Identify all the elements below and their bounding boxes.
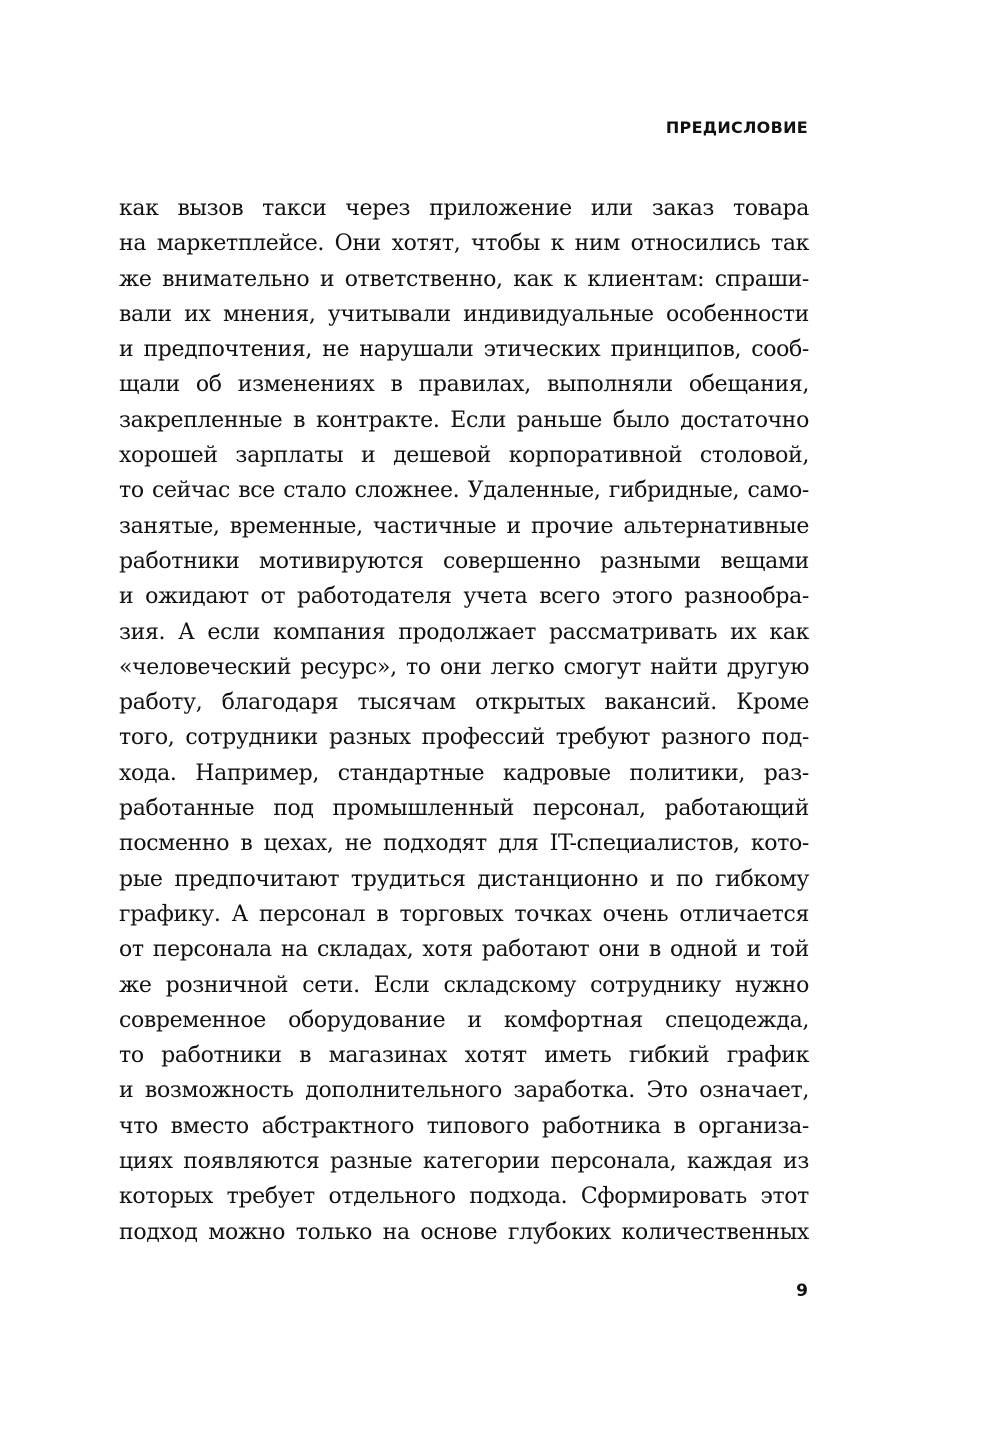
text-line: посменно в цехах, не подходят для IT-специалистов, кото- [119,831,809,857]
running-header-section-title: ПРЕДИСЛОВИЕ [665,118,808,137]
text-line: от персонала на складах, хотя работают они в одной и той [119,937,809,963]
text-line: рые предпочитают трудиться дистанционно и по гибкому [119,866,809,892]
text-line: которых требует отдельного подхода. Сформировать этот [119,1184,809,1210]
text-line: же розничной сети. Если складскому сотруднику нужно [119,972,809,998]
text-line: того, сотрудники разных профессий требуют разного под- [119,725,809,751]
text-line: зия. А если компания продолжает рассматривать их как [119,619,809,645]
text-line: и предпочтения, не нарушали этических принципов, сооб- [119,337,809,363]
text-line: хорошей зарплаты и дешевой корпоративной столовой, [119,443,809,469]
text-line: занятые, временные, частичные и прочие альтернативные [119,513,809,539]
text-line: графику. А персонал в торговых точках очень отличается [119,901,809,927]
text-line: работу, благодаря тысячам открытых вакансий. Кроме [119,690,809,716]
text-line: современное оборудование и комфортная спецодежда, [119,1007,809,1033]
text-line: «человеческий ресурс», то они легко смогут найти другую [119,654,809,680]
text-line: как вызов такси через приложение или заказ товара [119,196,809,221]
text-line: же внимательно и ответственно, как к клиентам: спраши- [119,266,809,292]
page-number: 9 [796,1281,808,1301]
text-line: работанные под промышленный персонал, работающий [119,796,809,822]
text-line: вали их мнения, учитывали индивидуальные особенности [119,301,809,327]
text-line: закрепленные в контракте. Если раньше было достаточно [119,407,809,433]
text-line: щали об изменениях в правилах, выполняли обещания, [119,372,809,398]
text-line: что вместо абстрактного типового работника в организа- [119,1113,809,1139]
body-text [119,191,809,1250]
text-line: и ожидают от работодателя учета всего этого разнообра- [119,584,809,610]
text-line: работники мотивируются совершенно разными вещами [119,548,809,574]
text-line: и возможность дополнительного заработка. Это означает, [119,1078,809,1104]
text-line: то работники в магазинах хотят иметь гибкий график [119,1043,809,1069]
text-line: то сейчас все стало сложнее. Удаленные, гибридные, само- [119,478,809,504]
text-line: хода. Например, стандартные кадровые политики, раз- [119,760,809,786]
text-line: на маркетплейсе. Они хотят, чтобы к ним относились так [119,231,809,257]
text-line: подход можно только на основе глубоких количественных [119,1219,809,1245]
text-line: циях появляются разные категории персонала, каждая из [119,1149,809,1175]
